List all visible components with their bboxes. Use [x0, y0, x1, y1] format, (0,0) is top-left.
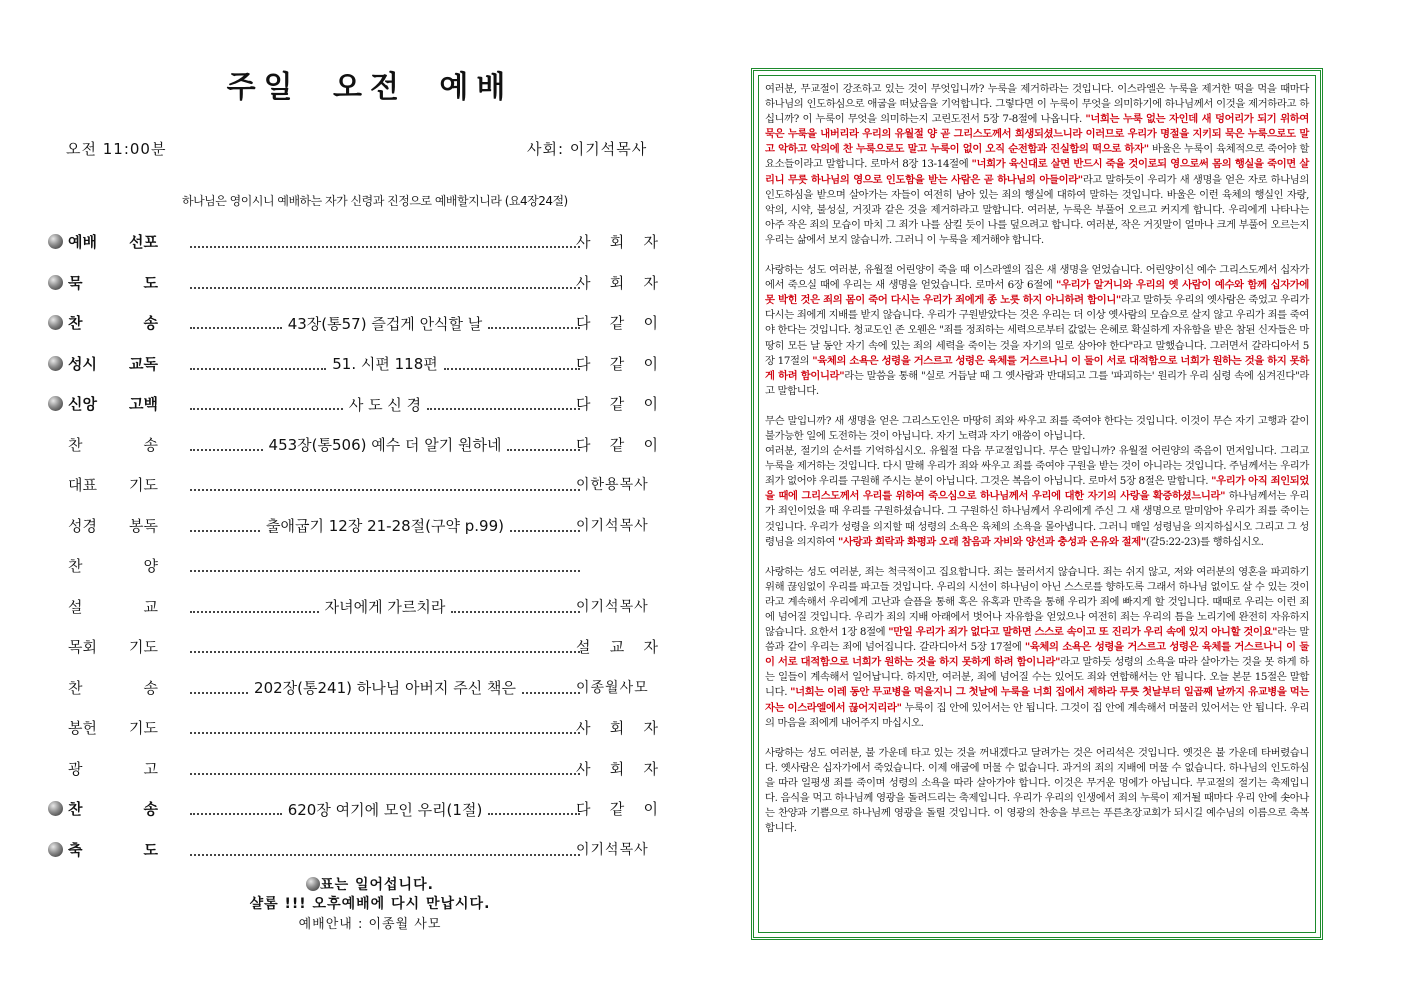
- order-item-text: 출애굽기 12장 21-28절(구약 p.99): [266, 517, 504, 535]
- order-responsible-char: 사: [576, 759, 591, 778]
- dotted-leader: [190, 479, 580, 491]
- order-responsible-char: 이: [643, 435, 658, 454]
- order-responsible-char: 다: [576, 435, 591, 454]
- standing-bullet-icon: [48, 842, 63, 857]
- order-item-text: 620장 여기에 모인 우리(1절): [287, 800, 483, 819]
- sermon-text-segment: (갈5:22-23)를 행하십시오.: [1145, 535, 1264, 548]
- standing-bullet-icon: [48, 396, 63, 411]
- order-label-word: 송: [143, 800, 158, 818]
- standing-bullet-icon: [48, 315, 63, 330]
- order-label-word: 찬: [68, 435, 83, 454]
- order-responsible: 이한용목사: [576, 477, 649, 493]
- order-label-word: 기도: [129, 476, 158, 494]
- dotted-leader: [190, 722, 580, 734]
- order-responsible-char: 이: [643, 314, 658, 332]
- order-item: [188, 717, 582, 739]
- order-item: [188, 474, 582, 496]
- sermon-text-segment: 바울은 누룩이 육체적으로 죽어야 할 요소들이라고 말합니다. 로마서 8장 13-14절에: [765, 143, 1309, 171]
- scripture-quote: "우리가 알거니와 우리의 옛 사람이 예수와 함께 십자가에 못 박힌 것은 죄의 몸이 죽어 다시는 우리가 죄에게 종 노릇 하지 아니하려 함이니": [765, 279, 1309, 307]
- order-item: [188, 353, 582, 375]
- order-item-text: 453장(통506) 예수 더 알기 원하네: [268, 436, 502, 454]
- order-row: [46, 749, 666, 790]
- order-responsible-char: 사: [576, 719, 591, 737]
- sermon-text-segment: 라고 말하듯이 우리가 새 생명을 얻은 자로 하나님의 인도하심을 받으며 살아가는 자들이 여전히 남아 있는 죄의 행실에 대하여 말하는 것입니다. 바울은 이런 육체의 행실인 자랑, 악의, 시약, 불성실, 거짓과 같은 것을 제거하라고 말합니다. 여러분, 누룩은 부풀어 오르고 커지게 합니다. 우리에게 나타나는 아주 작은 죄의 모습이 마치 그 죄가 나를 삼킬 듯이 나를 덮으려고 합니다. 여러분, 작은 거짓말이 얼마나 크게 부풀어 오르는지 우리는 삶에서 보지 않습니까. 그러니 이 누룩을 제거해야 합니다.: [765, 173, 1309, 246]
- dotted-leader: [190, 439, 263, 451]
- order-label-word: 찬: [68, 314, 83, 332]
- order-item: [188, 555, 582, 577]
- service-guide: 예배안내 : 이종월 사모: [298, 917, 442, 932]
- order-item: [188, 434, 582, 456]
- sermon-text-segment: 무슨 말입니까? 새 생명을 얻은 그리스도인은 마땅히 죄와 싸우고 죄를 죽여야 한다는 것입니다. 이것이 무슨 자기 고행과 같이 불가능한 일에 도전하는 것이 아닙니다. 자기 노력과 자기 애씀이 아닙니다.: [765, 414, 1309, 442]
- dotted-leader: [190, 844, 580, 856]
- order-label-word: 찬: [68, 557, 83, 575]
- sermon-text-segment: 여러분, 절기의 순서를 기억하십시오. 유월절 다음 무교절입니다. 무슨 말입니까? 유월절 어린양의 죽음이 먼저입니다. 그리고 누룩을 제거하는 것입니다. 다시 말해 우리가 죄와 싸우고 죄를 죽여야 구원을 받는 것이 아니라는 것입니다. 주님께서는 우리가 죄가 없어야 우리를 구원해 주시는 분이 아닙니다. 그것은 복음이 아닙니다. 로마서 5장 8절은 말합니다.: [765, 445, 1309, 488]
- order-label-word: 교: [143, 597, 158, 616]
- order-label-word: 봉독: [129, 516, 158, 535]
- order-item: [188, 272, 582, 294]
- order-item: [188, 798, 582, 820]
- order-label-word: 봉헌: [68, 719, 97, 737]
- sermon-text-segment: 라고 말하듯 성령의 소욕을 따라 살아가는 것을 못 하게 하는 일들이 계속해서 일어납니다. 하지만, 여러분, 죄에 넘어질 수는 있어도 죄와 연합해서는 안 됩니다. 오늘 본문 15절은 말합니다.: [765, 656, 1309, 699]
- order-responsible-char: 자: [643, 719, 658, 737]
- order-row: [46, 506, 666, 547]
- order-responsible: [576, 717, 658, 738]
- order-responsible-char: 다: [576, 354, 591, 373]
- order-label: [68, 555, 158, 576]
- dotted-leader: [427, 398, 580, 410]
- order-label-word: 교독: [129, 354, 158, 373]
- order-item: [188, 312, 582, 334]
- dotted-leader: [190, 682, 248, 694]
- order-item: [188, 515, 582, 537]
- order-row: [46, 587, 666, 628]
- sermon-text-segment: 누룩이 집 안에 있어서는 안 됩니다. 그것이 집 안에 계속해서 머물러 있어서는 안 됩니다. 우리의 마음을 죄에게 내어주지 마십시오.: [765, 701, 1309, 729]
- order-label: [68, 636, 158, 657]
- standing-bullet-icon: [48, 356, 63, 371]
- order-responsible: [576, 353, 658, 374]
- scripture-quote: "만일 우리가 죄가 없다고 말하면 스스로 속이고 또 진리가 우리 속에 있지 아니할 것이요": [888, 626, 1278, 639]
- order-responsible: 이기석목사: [576, 841, 649, 858]
- order-row: [46, 708, 666, 749]
- sermon-frame-inner: [758, 75, 1316, 933]
- order-label-word: 송: [143, 314, 158, 332]
- order-label-word: 대표: [68, 476, 97, 494]
- order-responsible-char: 같: [609, 354, 625, 373]
- order-responsible-char: 자: [643, 273, 658, 292]
- order-label-word: 고: [143, 759, 158, 778]
- order-responsible-char: 회: [609, 759, 625, 778]
- order-responsible-char: 이: [643, 395, 658, 413]
- scripture-quote: "너희는 누룩 없는 자인데 새 덩어리가 되기 위하여 묵은 누룩을 내버리라 우리의 유월절 양 곧 그리스도께서 희생되셨느니라 이러므로 우리가 명절을 지키되 묵은 누룩으로도 말고 악하고 악의에 찬 누룩으로도 말고 누룩이 없이 오직 순전함과 진실함의 떡으로 하자": [765, 113, 1310, 156]
- order-responsible: 이종월사모: [576, 679, 649, 696]
- order-row: [46, 668, 666, 709]
- order-responsible: [576, 758, 658, 779]
- order-label: [68, 312, 158, 333]
- order-responsible-char: 다: [576, 800, 591, 818]
- order-label: [68, 231, 158, 252]
- sermon-frame: [751, 68, 1323, 940]
- order-label-word: 도: [143, 840, 158, 859]
- sermon-text-segment: 라는 말씀과 같이 우리는 죄에 넘어집니다. 갈라디아서 5장 17절에: [765, 626, 1309, 654]
- standing-note: [0, 874, 740, 894]
- sermon-text-segment: 사랑하는 성도 여러분, 유월절 어린양이 죽을 때 이스라엘의 집은 새 생명을 얻었습니다. 어린양이신 예수 그리스도께서 십자가에서 죽으실 때에 우리는 새 생명을 얻었습니다. 로마서 6장 6절에: [765, 264, 1309, 292]
- order-label-word: 성경: [68, 516, 97, 535]
- sermon-paragraph: [765, 414, 1309, 444]
- order-item: [188, 393, 582, 415]
- order-row: [46, 830, 666, 871]
- order-label-word: 설: [68, 597, 83, 616]
- dotted-leader: [451, 601, 580, 613]
- scripture-quote: "육체의 소욕은 성령을 거스르고 성령은 육체를 거스르나니 이 둘이 서로 대적함으로 너희가 원하는 것을 하지 못하게 하려 함이니라": [765, 641, 1309, 669]
- order-responsible-char: 자: [643, 638, 658, 656]
- order-responsible-char: 같: [609, 314, 625, 332]
- order-label: [68, 434, 158, 455]
- order-row: [46, 303, 666, 344]
- order-label: [68, 393, 158, 414]
- order-row: [46, 222, 666, 263]
- standing-note-text: 표는 일어섭니다.: [320, 877, 434, 893]
- order-item-text: 사 도 신 경: [348, 395, 422, 414]
- order-label-word: 묵: [68, 273, 83, 292]
- order-label: [68, 758, 158, 779]
- order-responsible: 이기석목사: [576, 517, 649, 534]
- order-item-text: 자녀에게 가르치라: [324, 598, 446, 616]
- order-responsible: [576, 798, 658, 819]
- dotted-leader: [190, 236, 580, 248]
- order-responsible-char: 설: [576, 638, 591, 656]
- order-item: [188, 596, 582, 618]
- order-responsible: [576, 312, 658, 333]
- order-label-word: 기도: [129, 638, 158, 656]
- order-item: [188, 758, 582, 780]
- order-of-worship: [46, 222, 666, 870]
- order-item: [188, 231, 582, 253]
- order-responsible-char: 자: [643, 233, 658, 251]
- dotted-leader: [507, 439, 580, 451]
- sermon-text-segment: 사랑하는 성도 여러분, 불 가운데 타고 있는 것을 꺼내겠다고 달려가는 것은 어리석은 것입니다. 옛것은 불 가운데 타버렸습니다. 옛사람은 십자가에서 죽었습니다. 이제 애굽에 머물 수 없습니다. 과거의 죄의 지배에 머물 수 없습니다. 하나님의 인도하심을 따라 일평생 죄를 죽이며 성령의 소욕을 따라 살아가야 합니다. 이것은 무거운 멍에가 아닙니다. 무교절의 절기는 축제입니다. 음식을 먹고 하나님께 영광을 돌려드리는 축제입니다. 우리가 우리의 인생에서 죄의 누룩이 제거될 때마다 우리 안에 솟아나는 찬양과 기쁨으로 하나님께 영광을 돌릴 것입니다. 이 영광의 찬송을 부르는 푸른초장교회가 되시길 예수님의 이름으로 축복합니다.: [765, 746, 1309, 835]
- standing-bullet-icon: [306, 877, 320, 891]
- order-label-word: 찬: [68, 678, 83, 697]
- order-responsible-char: 자: [643, 759, 658, 778]
- order-responsible-char: 같: [609, 395, 625, 413]
- order-row: [46, 425, 666, 466]
- order-row: [46, 546, 666, 587]
- order-label-word: 송: [143, 678, 158, 697]
- dotted-leader: [190, 277, 580, 289]
- standing-bullet-icon: [48, 234, 63, 249]
- standing-bullet-icon: [48, 801, 63, 816]
- dotted-leader: [510, 520, 580, 532]
- theme-verse: 하나님은 영이시니 예배하는 자가 신령과 진정으로 예배할지니라 (요4장24절): [182, 194, 568, 208]
- order-responsible: [576, 434, 658, 455]
- order-item-text: 202장(통241) 하나님 아버지 주신 책은: [254, 679, 516, 697]
- order-label: [68, 596, 158, 617]
- order-label-word: 고백: [129, 395, 158, 413]
- order-label: [68, 272, 158, 293]
- order-item: [188, 839, 582, 861]
- order-responsible-char: 교: [609, 638, 625, 656]
- order-label-word: 광: [68, 759, 83, 778]
- order-label-word: 도: [143, 273, 158, 292]
- dotted-leader: [190, 520, 260, 532]
- order-responsible-char: 회: [609, 719, 625, 737]
- standing-bullet-icon: [48, 275, 63, 290]
- order-responsible-char: 사: [576, 233, 591, 251]
- dotted-leader: [190, 763, 580, 775]
- dotted-leader: [190, 358, 326, 370]
- order-label-word: 목회: [68, 638, 97, 656]
- order-label-word: 예배: [68, 233, 97, 251]
- order-row: [46, 344, 666, 385]
- order-responsible-char: 이: [643, 354, 658, 373]
- order-responsible-char: 다: [576, 314, 591, 332]
- scripture-quote: "너희는 이레 동안 무교병을 먹을지니 그 첫날에 누룩을 너희 집에서 제하라 무릇 첫날부터 일곱째 날까지 유교병을 먹는 자는 이스라엘에서 끊어지리라": [765, 686, 1309, 714]
- service-leader: 사회: 이기석목사: [527, 140, 648, 158]
- order-label-word: 선포: [129, 233, 158, 251]
- order-row: [46, 627, 666, 668]
- order-item: [188, 677, 582, 699]
- dotted-leader: [190, 803, 282, 815]
- sermon-paragraph: [765, 565, 1309, 731]
- sermon-text-segment: 여러분, 무교절이 강조하고 있는 것이 무엇입니까? 누룩을 제거하라는 것입니다. 이스라엘은 누룩을 제거한 떡을 먹을 때마다 하나님의 인도하심으로 애굽을 떠났음을 기억합니다. 그렇다면 이 누룩이 무엇을 의미하기에 하나님께서 이것을 제거하라고 하십니까? 이 누룩이 무엇을 의미하는지 고린도전서 5장 7-8절에 나옵니다.: [765, 83, 1309, 126]
- order-label: [68, 677, 158, 698]
- scripture-quote: "육체의 소욕은 성령을 거스르고 성령은 육체를 거스르나니 이 둘이 서로 대적함으로 너희가 원하는 것을 하지 못하게 하려 함이니라": [765, 354, 1309, 382]
- order-label: [68, 474, 158, 495]
- order-label: [68, 717, 158, 738]
- order-label-word: 성시: [68, 354, 97, 373]
- sermon-text-segment: 라고 말하듯 우리의 옛사람은 죽었고 우리가 다시는 죄에게 지배를 받지 않습니다. 우리가 구원받았다는 것은 우리는 더 이상 옛사람의 모습으로 살지 않고 우리가 죄를 죽여야 한다는 것입니다. 청교도인 존 오웬은 "죄를 정죄하는 세력으로부터 값없는 은혜로 확실하게 자유함을 받은 참된 신자들은 마땅히 모든 날 동안 자기 속에 있는 죄의 세력을 죽이는 것을 자기의 일로 삼아야 한다"라고 말했습니다. 그러면서 갈라디아서 5장 17절의: [765, 294, 1309, 367]
- dotted-leader: [444, 358, 580, 370]
- order-item-text: 51. 시편 118편: [332, 355, 438, 373]
- order-responsible-char: 다: [576, 395, 591, 413]
- order-responsible: 이기석목사: [576, 598, 649, 615]
- order-label-word: 축: [68, 840, 83, 859]
- bulletin-left-page: [0, 0, 700, 992]
- dotted-leader: [190, 398, 343, 410]
- sermon-paragraph: [765, 82, 1309, 248]
- scripture-quote: "사랑과 희락과 화평과 오래 참음과 자비와 양선과 충성과 온유와 절제": [838, 535, 1146, 548]
- order-responsible-char: 같: [609, 435, 625, 454]
- order-responsible-char: 회: [609, 233, 625, 251]
- order-label: [68, 839, 158, 860]
- dotted-leader: [190, 641, 580, 653]
- scripture-quote: "너희가 육신대로 살면 반드시 죽을 것이로되 영으로써 몸의 행실을 죽이면 살리니 무릇 하나님의 영으로 인도함을 받는 사람은 곧 하나님의 아들이라": [765, 158, 1309, 186]
- order-label-word: 신앙: [68, 395, 97, 413]
- order-responsible: [576, 231, 658, 252]
- service-title: 주일 오전 예배: [226, 70, 514, 105]
- order-label-word: 기도: [129, 719, 158, 737]
- order-label: [68, 798, 158, 819]
- order-row: [46, 263, 666, 304]
- sermon-text-segment: 라는 말씀을 통해 "실로 거듭날 때 그 옛사람과 반대되고 그를 '파괴하는' 원리가 우리 심령 속에 심겨진다"라고 말합니다.: [765, 369, 1309, 397]
- order-responsible-char: 같: [609, 800, 625, 818]
- scripture-quote: "우리가 아직 죄인되었을 때에 그리스도께서 우리를 위하여 죽으심으로 하나님께서 우리에 대한 자기의 사랑을 확증하셨느니라": [765, 475, 1310, 503]
- order-item-text: 43장(통57) 즐겁게 안식할 날: [287, 314, 483, 333]
- dotted-leader: [190, 560, 580, 572]
- dotted-leader: [190, 317, 282, 329]
- dotted-leader: [190, 601, 319, 613]
- farewell-message: 샬롬 !!! 오후예배에 다시 만납시다.: [249, 896, 491, 912]
- order-row: [46, 465, 666, 506]
- order-responsible: [576, 636, 658, 657]
- order-label-word: 양: [143, 557, 158, 575]
- sermon-paragraph: [765, 746, 1309, 837]
- order-responsible: [576, 272, 658, 293]
- order-responsible: [576, 393, 658, 414]
- sermon-paragraph: [765, 263, 1309, 399]
- order-label: [68, 515, 158, 536]
- order-responsible-char: 사: [576, 273, 591, 292]
- dotted-leader: [488, 803, 580, 815]
- order-row: [46, 384, 666, 425]
- order-responsible-char: 회: [609, 273, 625, 292]
- dotted-leader: [488, 317, 580, 329]
- order-responsible-char: 이: [643, 800, 658, 818]
- order-item: [188, 636, 582, 658]
- sermon-text-segment: 하나님께서는 우리가 죄인이었을 때 우리를 구원하셨습니다. 그 구원하신 하나님께서 우리에게 주신 그 새 생명으로 말미암아 우리가 죄를 죽이는 것입니다. 우리가 성령을 의지할 때 성령의 소욕은 육체의 소욕을 몰아냅니다. 그러니 매일 성령님을 의지하십시오 그리고 그 성령님을 의지하여: [765, 490, 1309, 548]
- order-row: [46, 789, 666, 830]
- sermon-text-segment: 사랑하는 성도 여러분, 죄는 척극적이고 집요합니다. 죄는 물러서지 않습니다. 죄는 쉬지 않고, 저와 여러분의 영혼을 파괴하기 위해 끊임없이 우리를 파고들 것입니다. 우리의 시선이 하나님이 아닌 스스로를 향하도록 그래서 하나님 없이도 살 수 있는 것이라고 계속해서 우리에게 고난과 슬픔을 통해 혹은 유혹과 만족을 통해 우리가 죄에 빠지게 할 것입니다. 때때로 우리는 이런 죄에 넘어질 것입니다. 우리가 죄의 지배 아래에서 벗어나 자유함을 얻었으나 여전히 죄는 우리의 틈을 노리기에 완전히 자유하지 않습니다. 요한서 1장 8절에: [765, 565, 1309, 639]
- sermon-text: [765, 82, 1309, 851]
- sermon-paragraph: [765, 444, 1309, 550]
- order-label-word: 찬: [68, 800, 83, 818]
- dotted-leader: [522, 682, 580, 694]
- order-label-word: 송: [143, 435, 158, 454]
- service-time: 오전 11:00분: [66, 140, 167, 158]
- order-label: [68, 353, 158, 374]
